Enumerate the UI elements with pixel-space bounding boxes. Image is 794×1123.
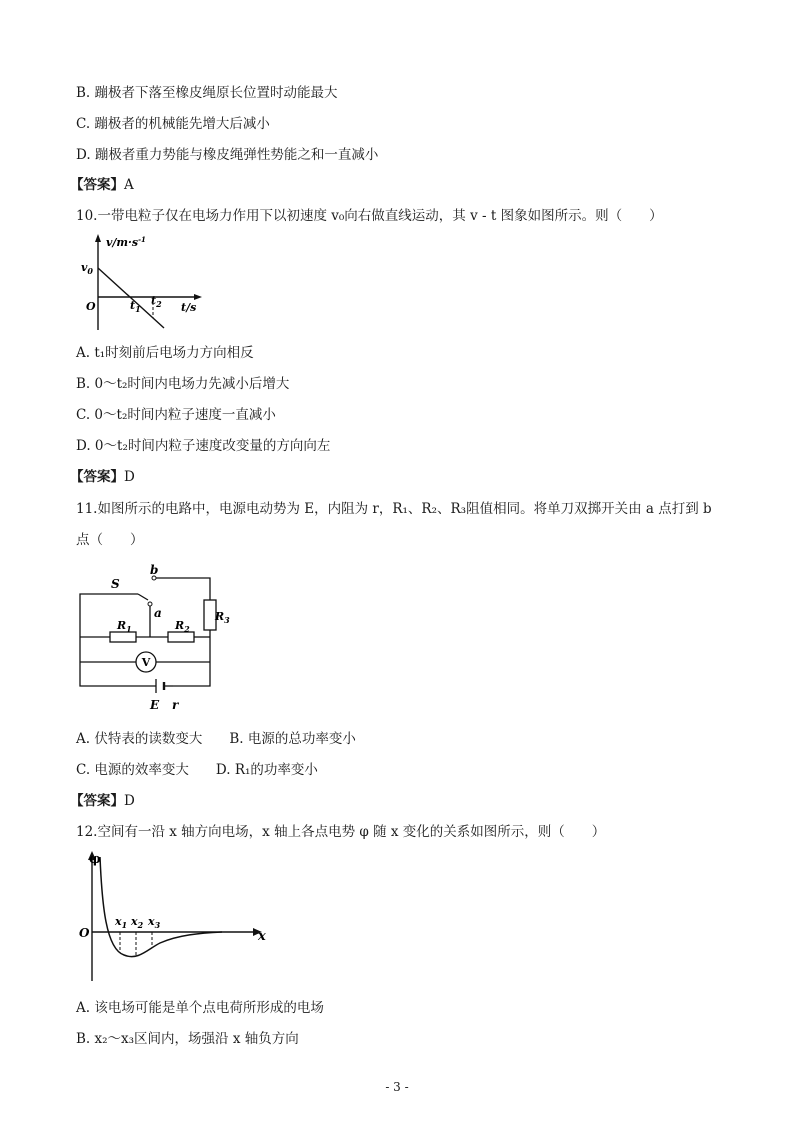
x1-label: $x_1$ [115, 915, 128, 930]
vt-origin-label: O [86, 300, 96, 313]
phi-x-axis-label: x [258, 929, 266, 944]
vt-x-label: t/s [181, 301, 197, 314]
vt-t2-label: $t_2$ [151, 294, 162, 309]
q10-option-c: C. 0～t₂时间内粒子速度一直减小 [76, 407, 276, 423]
circuit-figure [70, 558, 230, 714]
q10-answer [70, 468, 135, 486]
q9-option-d: D. 蹦极者重力势能与橡皮绳弹性势能之和一直减小 [76, 147, 379, 163]
voltmeter-label: V [141, 656, 151, 669]
q10-stem: 10.一带电粒子仅在电场力作用下以初速度 v₀向右做直线运动，其 v - t 图象如图所示。则（ ） [76, 208, 663, 224]
answer-value: D [124, 469, 135, 485]
q9-option-c: C. 蹦极者的机械能先增大后减小 [76, 116, 270, 132]
q12-option-a: A. 该电场可能是单个点电荷所形成的电场 [76, 1000, 324, 1016]
q12-option-b: B. x₂～x₃区间内，场强沿 x 轴负方向 [76, 1031, 299, 1047]
node-b-label: b [150, 563, 159, 577]
answer-label: 【答案】 [70, 469, 124, 485]
page-number: - 3 - [385, 1080, 409, 1094]
x2-label: $x_2$ [131, 915, 144, 930]
q10-option-d: D. 0～t₂时间内粒子速度改变量的方向向左 [76, 438, 331, 454]
emf-e-label: E [150, 698, 160, 712]
node-a-label: a [154, 606, 162, 620]
switch-s-label: S [111, 577, 120, 591]
q9-option-b: B. 蹦极者下落至橡皮绳原长位置时动能最大 [76, 85, 338, 101]
r2-label: $R_2$ [175, 619, 190, 634]
answer-value: D [124, 793, 135, 809]
q11-options-cd: C. 电源的效率变大 D. R₁的功率变小 [76, 762, 318, 778]
answer-label: 【答案】 [70, 793, 124, 809]
q11-stem-line1: 11.如图所示的电路中，电源电动势为 E，内阻为 r，R₁、R₂、R₃阻值相同。将单刀双掷开关由 a 点打到 b [76, 501, 712, 517]
answer-value: A [124, 177, 134, 193]
phi-origin-label: O [79, 926, 90, 940]
phi-axis-label: φ [89, 852, 101, 867]
r1-label: $R_1$ [117, 619, 132, 634]
q12-stem: 12.空间有一沿 x 轴方向电场，x 轴上各点电势 φ 随 x 变化的关系如图所示，则（ ） [76, 824, 606, 840]
vt-v0-label: $v_0$ [81, 261, 93, 276]
r3-label: $R_3$ [215, 610, 230, 625]
vt-graph-figure [78, 232, 208, 332]
vt-t1-label: $t_1$ [130, 299, 141, 314]
answer-label: 【答案】 [70, 177, 124, 193]
q9-answer [70, 176, 134, 194]
vt-y-label: $v/m\cdot s^{-1}$ [106, 235, 146, 249]
q10-option-b: B. 0～t₂时间内电场力先减小后增大 [76, 376, 290, 392]
q11-answer [70, 792, 135, 810]
x3-label: $x_3$ [148, 915, 161, 930]
phi-x-graph-figure [76, 845, 276, 985]
q10-option-a: A. t₁时刻前后电场力方向相反 [76, 345, 254, 361]
q11-stem-line2: 点（ ） [76, 532, 144, 548]
q11-options-ab: A. 伏特表的读数变大 B. 电源的总功率变小 [76, 731, 356, 747]
internal-r-label: r [172, 698, 179, 712]
